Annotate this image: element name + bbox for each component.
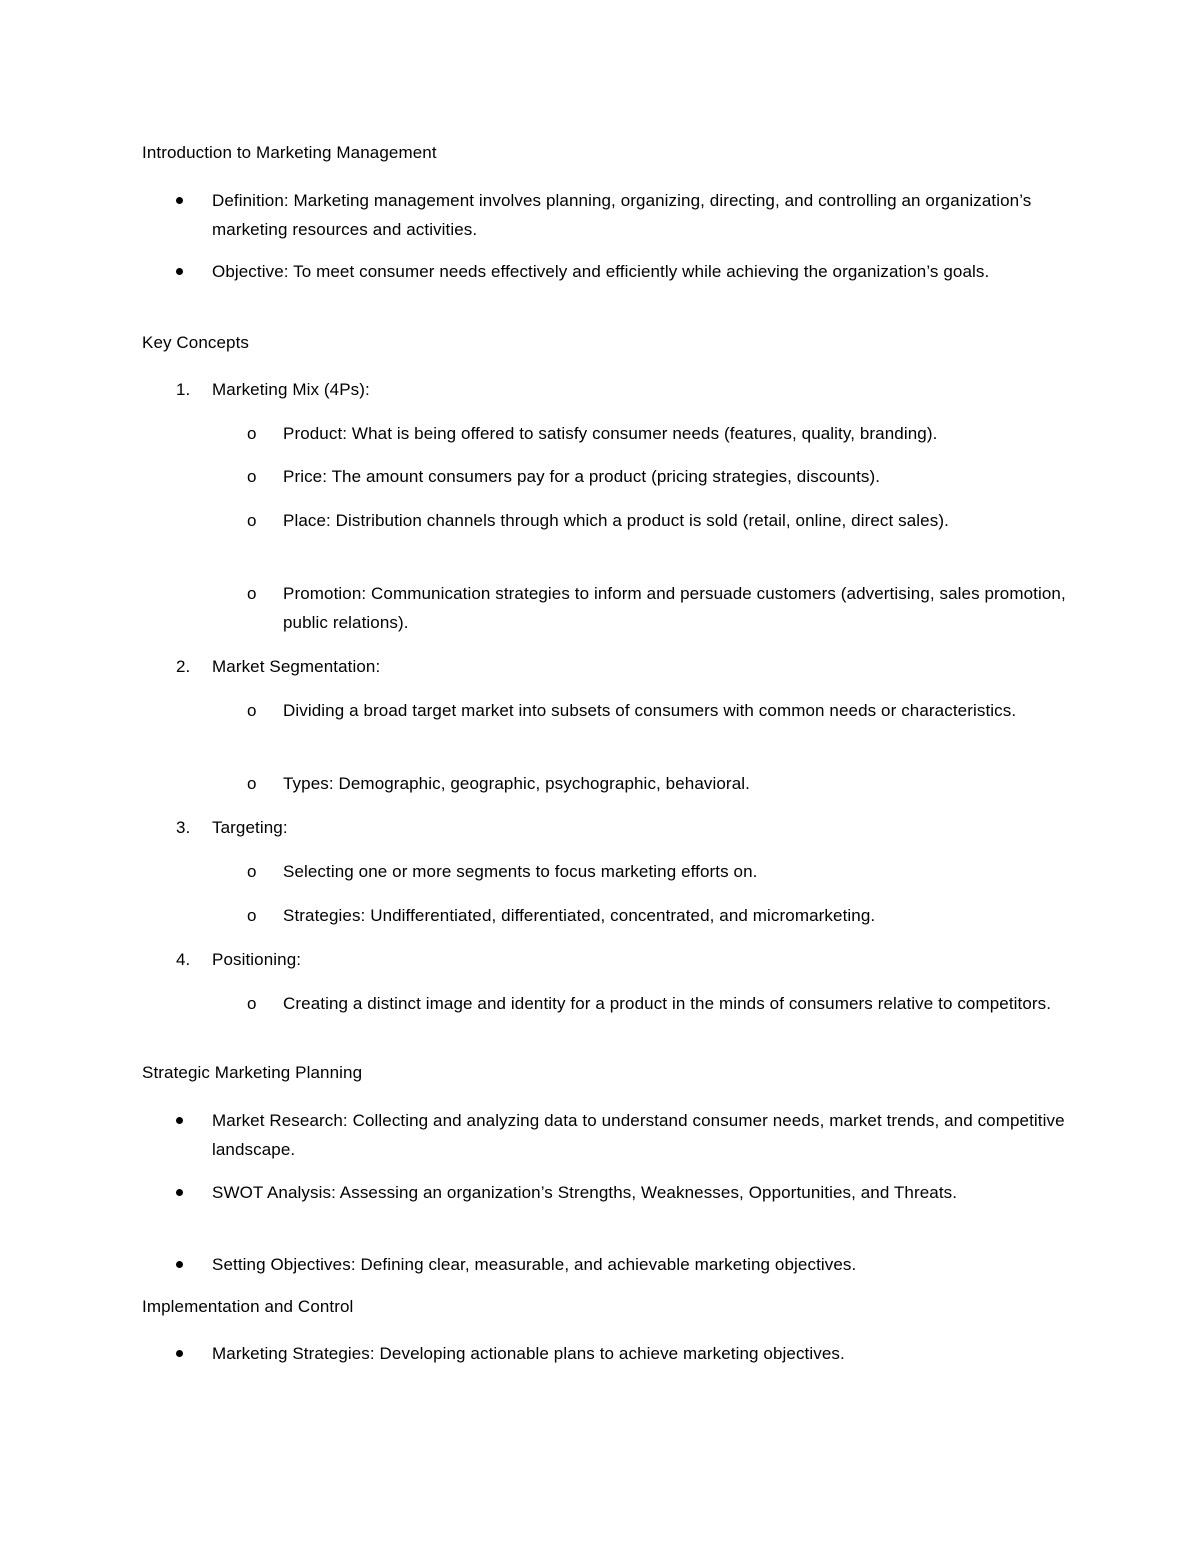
bullet-icon: [176, 1189, 183, 1196]
sub-item-text: Dividing a broad target market into subsets of consumers with common needs or characteristics.: [283, 701, 1017, 720]
bullet-text: Setting Objectives: Defining clear, measurable, and achievable marketing objectives.: [212, 1255, 857, 1274]
item-label: Marketing Mix (4Ps):: [212, 380, 370, 399]
bullet-text: Marketing Strategies: Developing actionable plans to achieve marketing objectives.: [212, 1344, 845, 1363]
sub-bullet-icon: o: [247, 701, 257, 720]
bullet-icon: [176, 268, 183, 275]
sub-bullet-icon: o: [247, 774, 257, 793]
bullet-icon: [176, 1117, 183, 1124]
bullet-text: Market Research: Collecting and analyzing data to understand consumer needs, market trends, and competitive landscape.: [212, 1111, 1065, 1159]
sub-item-text: Product: What is being offered to satisfy consumer needs (features, quality, branding).: [283, 424, 938, 443]
item-number: 1.: [176, 380, 191, 399]
sub-bullet-icon: o: [247, 862, 257, 881]
bullet-icon: [176, 1350, 183, 1357]
item-label: Targeting:: [212, 818, 288, 837]
bullet-icon: [176, 197, 183, 204]
item-number: 3.: [176, 818, 191, 837]
sub-bullet-icon: o: [247, 467, 257, 486]
bullet-text: Objective: To meet consumer needs effectively and efficiently while achieving the organization’s goals.: [212, 262, 990, 281]
sub-bullet-icon: o: [247, 906, 257, 925]
section-heading: Implementation and Control: [142, 1297, 354, 1316]
sub-item-text: Types: Demographic, geographic, psychographic, behavioral.: [283, 774, 750, 793]
sub-item-text: Price: The amount consumers pay for a product (pricing strategies, discounts).: [283, 467, 881, 486]
bullet-text: SWOT Analysis: Assessing an organization’s Strengths, Weaknesses, Opportunities, and Threats.: [212, 1183, 958, 1202]
sub-item-text: Creating a distinct image and identity for a product in the minds of consumers relative to competitors.: [283, 994, 1052, 1013]
sub-item-text: Strategies: Undifferentiated, differentiated, concentrated, and micromarketing.: [283, 906, 876, 925]
sub-item-text: Promotion: Communication strategies to inform and persuade customers (advertising, sales promotion, public relations).: [283, 584, 1066, 632]
sub-bullet-icon: o: [247, 424, 257, 443]
bullet-icon: [176, 1261, 183, 1268]
item-label: Positioning:: [212, 950, 302, 969]
section-heading: Strategic Marketing Planning: [142, 1063, 363, 1082]
item-number: 4.: [176, 950, 191, 969]
section-heading: Key Concepts: [142, 333, 250, 352]
section-heading: Introduction to Marketing Management: [142, 143, 437, 162]
bullet-text: Definition: Marketing management involves planning, organizing, directing, and controlling an organization’s marketing resources and activities.: [212, 191, 1032, 239]
sub-item-text: Selecting one or more segments to focus marketing efforts on.: [283, 862, 758, 881]
sub-bullet-icon: o: [247, 511, 257, 530]
sub-item-text: Place: Distribution channels through which a product is sold (retail, online, direct sales).: [283, 511, 949, 530]
sub-bullet-icon: o: [247, 994, 257, 1013]
item-label: Market Segmentation:: [212, 657, 381, 676]
item-number: 2.: [176, 657, 191, 676]
sub-bullet-icon: o: [247, 584, 257, 603]
